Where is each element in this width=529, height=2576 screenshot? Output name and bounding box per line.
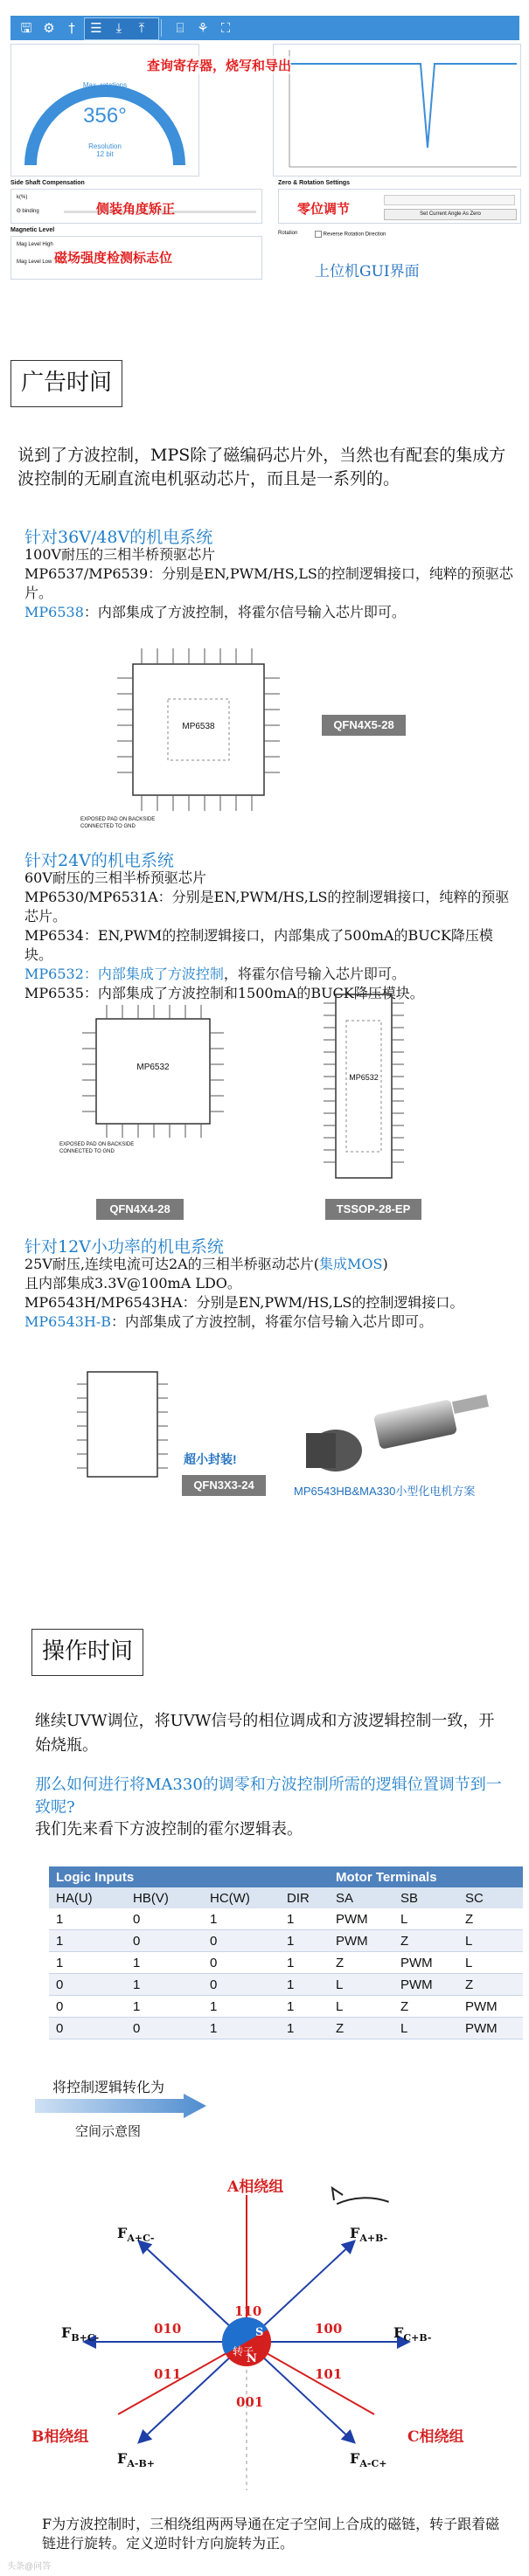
motor-image <box>297 1389 516 1477</box>
col-header: SC <box>458 1887 523 1908</box>
mp6538-name: MP6538 <box>24 604 84 620</box>
group3-heading: 针对12V小功率的机电系统 <box>24 1237 224 1257</box>
magnet-label-low: Mag Level Low <box>17 260 52 265</box>
col-header: DIR <box>280 1887 329 1908</box>
chip-diagram-mp6532-qfn <box>52 987 245 1162</box>
force-b-c <box>61 2324 99 2344</box>
table-cell: 1 <box>280 1996 329 2018</box>
op-footer: F为方波控制时，三相绕组两两导通在定子空间上合成的磁链，转子跟着磁链进行旋转。定义逆时针方向旋转为正。 <box>42 2516 500 2552</box>
force-f: F <box>393 2324 404 2341</box>
group2-line-rest: ，将霍尔信号输入芯片即可。 <box>223 966 406 982</box>
magnet-label-high: Mag Level High <box>17 242 53 247</box>
op-question: 那么如何进行将MA330的调零和方波控制所需的逻辑位置调节到一致呢? <box>35 1776 502 1817</box>
group-motor-terminals: Motor Terminals <box>329 1866 523 1887</box>
side-label-k: k(%) <box>17 195 28 200</box>
group3-text <box>24 1255 514 1332</box>
code-011: 011 <box>154 2366 182 2382</box>
table-cell: 0 <box>203 1930 280 1952</box>
group1-heading: 针对36V/48V的机电系统 <box>24 528 213 547</box>
label-a-group: A相绕组 <box>227 2178 284 2196</box>
walk-icon[interactable]: † <box>68 20 75 36</box>
table-cell: 1 <box>280 1952 329 1974</box>
force-c-b <box>393 2324 431 2344</box>
table-cell: PWM <box>329 1930 393 1952</box>
force-a-b <box>350 2225 387 2244</box>
table-cell: 0 <box>126 2018 203 2039</box>
force-sub: A+C- <box>127 2233 155 2245</box>
group2-line: MP6534：EN,PWM的控制逻辑接口，内部集成了500mA的BUCK降压模块。 <box>24 927 493 963</box>
group3-line: MP6543H/MP6543HA：分别是EN,PWM/HS,LS的控制逻辑接口。 <box>24 1294 464 1311</box>
table-cell: 1 <box>126 1996 203 2018</box>
hall-logic-table <box>49 1866 523 2039</box>
col-header: HB(V) <box>126 1887 203 1908</box>
group1-line <box>24 603 514 622</box>
group2-line: MP6535：内部集成了方波控制和1500mA的BUCK降压模块。 <box>24 985 424 1001</box>
package-tssop28: TSSOP-28-EP <box>325 1199 421 1220</box>
table-cell: 1 <box>203 1908 280 1930</box>
table-row <box>49 1952 523 1974</box>
group2-line: MP6530/MP6531A：分别是EN,PWM/HS,LS的控制逻辑接口，纯粹的预驱芯片。 <box>24 889 510 924</box>
force-sub: B+C- <box>71 2332 100 2344</box>
package-qfn3x3: QFN3X3-24 <box>182 1475 266 1496</box>
table-cell: L <box>393 2018 458 2039</box>
force-sub: A-B+ <box>127 2458 155 2470</box>
group3-line-c: ) <box>382 1256 388 1272</box>
group3-mos: 集成MOS <box>318 1256 383 1272</box>
group3-line: 且内部集成3.3V@100mA LDO。 <box>24 1275 241 1291</box>
small-package-label: 超小封装! <box>184 1452 237 1466</box>
table-cell: 1 <box>126 1974 203 1996</box>
table-cell: L <box>393 1908 458 1930</box>
table-row <box>49 1930 523 1952</box>
chip-name-mp6538: MP6538 <box>182 722 215 731</box>
ad-intro: 说到了方波控制，MPS除了磁编码芯片外，当然也有配套的集成方波控制的无刷直流电机驱动芯片，而且是一系列的。 <box>17 446 506 488</box>
upload-icon[interactable]: ⤒ <box>138 20 145 36</box>
package-qfn4x4: QFN4X4-28 <box>96 1199 184 1220</box>
panel-magnet-title: Magnetic Level <box>10 227 55 233</box>
gauge-top-caption <box>11 81 198 97</box>
save-icon[interactable]: 🖫 <box>20 20 32 36</box>
table-cell: 0 <box>49 2018 126 2039</box>
label-b-group: B相绕组 <box>31 2428 89 2446</box>
table-cell: 1 <box>280 1930 329 1952</box>
col-header: SA <box>329 1887 393 1908</box>
gauge-caption-line: Max. rotations <box>82 81 128 89</box>
annotation-sideshaft: 侧装角度矫正 <box>96 201 176 217</box>
rotation-option[interactable] <box>315 231 386 238</box>
angle-plot <box>274 45 520 176</box>
code-100: 100 <box>315 2321 343 2337</box>
table-cell: 1 <box>49 1930 126 1952</box>
force-sub: C+B- <box>403 2332 432 2344</box>
table-cell: 1 <box>280 1974 329 1996</box>
table-cell: L <box>458 1930 523 1952</box>
table-cell: PWM <box>393 1974 458 1996</box>
code-001: 001 <box>236 2394 264 2410</box>
table-cell: 0 <box>126 1930 203 1952</box>
force-sub: A-C+ <box>359 2458 387 2470</box>
hall-table <box>49 1866 523 2039</box>
table-cell: Z <box>393 1996 458 2018</box>
col-header: SB <box>393 1887 458 1908</box>
label-c-group: C相绕组 <box>407 2428 464 2446</box>
gauge-bottom-caption <box>11 142 198 158</box>
mp6543hb-name: MP6543H-B <box>24 1313 111 1330</box>
force-sub: A+B- <box>359 2233 388 2245</box>
force-f: F <box>350 2225 360 2241</box>
force-a-b-neg <box>117 2450 155 2469</box>
download-icon[interactable]: ⤓ <box>115 20 122 36</box>
gauge-caption-line: Resolution <box>88 142 122 150</box>
chip-pins-mp6538 <box>80 629 317 839</box>
table-cell: 1 <box>126 1952 203 1974</box>
annotation-magnet: 磁场强度检测标志位 <box>54 250 173 266</box>
table-cell: 0 <box>203 1974 280 1996</box>
convert-arrow <box>35 2094 210 2120</box>
table-cell: 0 <box>203 1952 280 1974</box>
panel-side-title: Side Shaft Compensation <box>10 180 85 186</box>
table-cell: Z <box>329 2018 393 2039</box>
list-icon[interactable]: ☰ <box>90 20 102 36</box>
table-row <box>49 2018 523 2039</box>
gui-caption: 上位机GUI界面 <box>315 263 420 280</box>
package-qfn4x5: QFN4X5-28 <box>322 715 406 736</box>
force-a-c <box>117 2225 154 2244</box>
annotation-query: 查询寄存器，烧写和导出 <box>147 58 292 73</box>
chip-pins-mp6532-tssop <box>294 986 434 1187</box>
annotation-zero: 零位调节 <box>297 201 351 217</box>
table-cell: 1 <box>280 1908 329 1930</box>
group2-line: 60V耐压的三相半桥预驱芯片 <box>24 869 206 886</box>
table-cell: 0 <box>49 1974 126 1996</box>
group3-line <box>24 1255 514 1274</box>
hall-diagram-svg <box>26 2158 516 2508</box>
table-cell: 0 <box>49 1996 126 2018</box>
chip-pins-mp6543 <box>61 1354 184 1494</box>
chip-diagram-mp6532-tssop <box>294 986 434 1187</box>
table-cell: 1 <box>49 1908 126 1930</box>
rotor-label: 转子 <box>233 2345 254 2358</box>
chip-note-mp6532: EXPOSED PAD ON BACKSIDE CONNECTED TO GND <box>59 1142 135 1154</box>
rotation-label: Rotation <box>278 231 298 236</box>
op-question2: 我们先来看下方波控制的霍尔逻辑表。 <box>35 1820 303 1839</box>
clipboard-icon[interactable]: ⌸ <box>176 20 184 36</box>
gui-toolbar <box>10 16 519 40</box>
watermark: 头条@问答 <box>7 2562 52 2572</box>
table-cell: Z <box>458 1974 523 1996</box>
rotor-n-label: N <box>247 2352 257 2365</box>
table-cell: 1 <box>203 1996 280 2018</box>
table-cell: Z <box>393 1930 458 1952</box>
force-f: F <box>117 2450 128 2467</box>
convert-subtext: 空间示意图 <box>75 2123 142 2139</box>
gauge-value: 356° <box>83 104 127 128</box>
motor-illustration <box>297 1389 516 1477</box>
convert-text: 将控制逻辑转化为 <box>52 2079 165 2095</box>
chip-name-mp6532-qfn: MP6532 <box>136 1063 170 1072</box>
panel-zero-title: Zero & Rotation Settings <box>278 180 351 186</box>
settings-alt-icon[interactable]: ⚘ <box>197 20 209 36</box>
chip-diagram-mp6543 <box>61 1354 184 1494</box>
table-cell: PWM <box>329 1908 393 1930</box>
table-cell: Z <box>458 1908 523 1930</box>
group1-line-rest: ：内部集成了方波控制，将霍尔信号输入芯片即可。 <box>83 604 406 620</box>
code-110: 110 <box>234 2303 262 2319</box>
rotation-checkbox[interactable] <box>315 231 322 238</box>
table-cell: 1 <box>49 1952 126 1974</box>
table-cell: 1 <box>280 2018 329 2039</box>
table-cell: PWM <box>458 2018 523 2039</box>
op-section-title: 操作时间 <box>31 1629 143 1676</box>
group3-line <box>24 1312 514 1332</box>
hall-space-diagram <box>26 2158 516 2508</box>
chip-pins-mp6532-qfn <box>52 987 245 1162</box>
group-logic-inputs: Logic Inputs <box>49 1866 329 1887</box>
force-a-c-neg <box>350 2450 386 2469</box>
op-intro: 继续UVW调位，将UVW信号的相位调成和方波逻辑控制一致，开始烧瓶。 <box>35 1712 495 1755</box>
group1-line: 100V耐压的三相半桥预驱芯片 <box>24 546 216 563</box>
table-cell: L <box>458 1952 523 1974</box>
table-cell: 0 <box>126 1908 203 1930</box>
table-cell: L <box>329 1974 393 1996</box>
angle-plot-panel <box>273 44 521 177</box>
table-group-row <box>49 1866 523 1887</box>
force-f: F <box>350 2450 360 2467</box>
ad-section-title: 广告时间 <box>10 360 122 407</box>
gauge-caption-line: 0.0 <box>100 89 110 97</box>
table-cell: 1 <box>203 2018 280 2039</box>
force-f: F <box>117 2225 128 2241</box>
code-010: 010 <box>154 2321 182 2337</box>
group1-line: MP6537/MP6539：分别是EN,PWM/HS,LS的控制逻辑接口，纯粹的预驱芯片。 <box>24 565 513 601</box>
code-101: 101 <box>315 2366 343 2382</box>
table-header-row <box>49 1887 523 1908</box>
force-f: F <box>61 2324 72 2341</box>
side-label-theta: Θ binding <box>17 209 39 214</box>
table-row <box>49 1996 523 2018</box>
group2-line <box>24 965 514 984</box>
chip-diagram-mp6538 <box>80 629 317 839</box>
table-cell: PWM <box>393 1952 458 1974</box>
group3-line-a: 25V耐压,连续电流可达2A的三相半桥驱动芯片( <box>24 1256 319 1272</box>
rotation-option-label: Reverse Rotation Direction <box>323 232 386 238</box>
chip-note-mp6538: EXPOSED PAD ON BACKSIDE CONNECTED TO GND <box>80 817 156 829</box>
table-cell: L <box>329 1996 393 2018</box>
fullscreen-icon[interactable]: ⛶ <box>220 20 231 36</box>
gauge-caption-line: 12 bit <box>96 150 114 158</box>
motor-caption: MP6543HB&MA330小型化电机方案 <box>294 1485 476 1498</box>
group2-heading: 针对24V的机电系统 <box>24 851 174 870</box>
zero-input[interactable] <box>384 195 515 205</box>
toolbar-separator <box>161 19 162 37</box>
group3-line-rest: ：内部集成了方波控制，将霍尔信号输入芯片即可。 <box>110 1313 433 1330</box>
gear-icon[interactable]: ⚙ <box>43 20 55 36</box>
table-cell: Z <box>329 1952 393 1974</box>
table-cell: PWM <box>458 1996 523 2018</box>
mp6532-name: MP6532：内部集成了方波控制 <box>24 966 224 982</box>
group1-text <box>24 545 514 622</box>
table-row <box>49 1908 523 1930</box>
chip-name-mp6532-tssop: MP6532 <box>349 1073 379 1082</box>
table-row <box>49 1974 523 1996</box>
set-zero-button[interactable]: Set Current Angle As Zero <box>384 209 517 220</box>
col-header: HC(W) <box>203 1887 280 1908</box>
col-header: HA(U) <box>49 1887 126 1908</box>
group2-text <box>24 869 514 1003</box>
rotor-s-label: S <box>255 2326 264 2339</box>
